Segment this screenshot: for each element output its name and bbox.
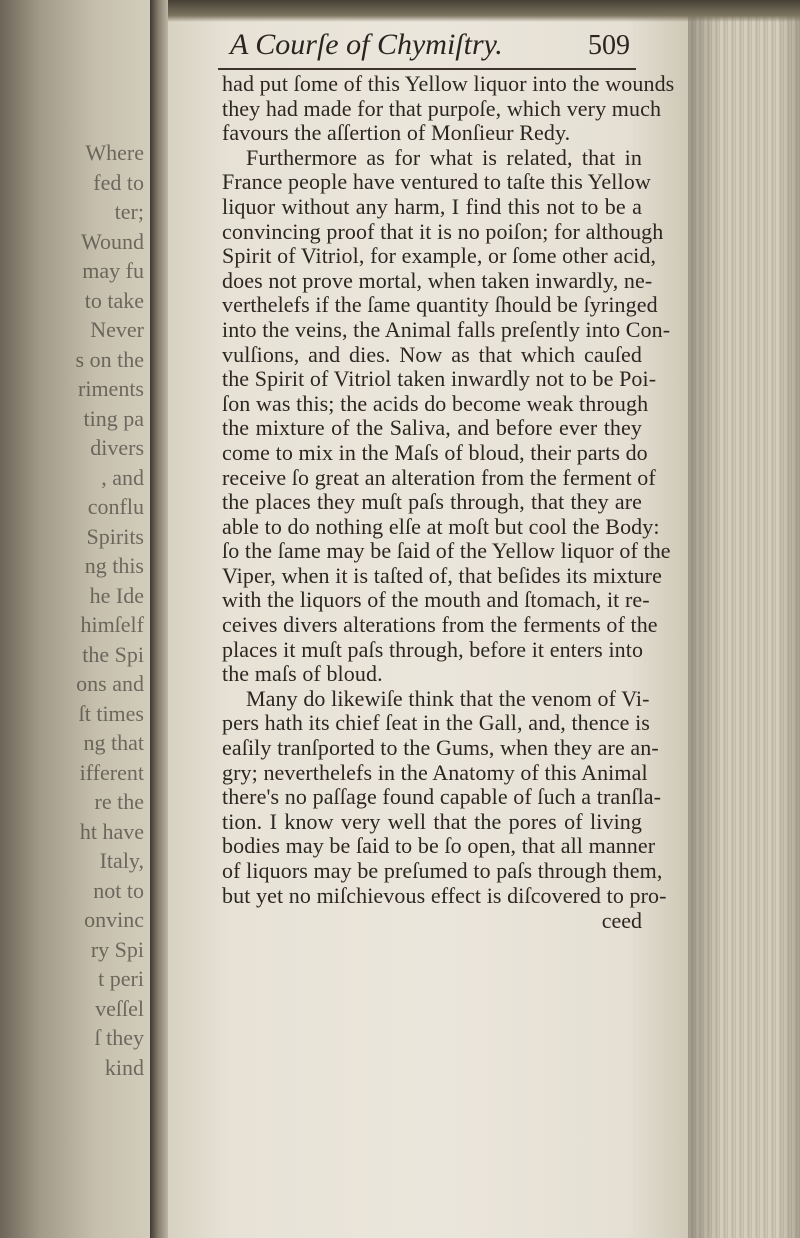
facing-page-line: Never [90, 317, 144, 342]
text-line: Spirit of Vitriol, for example, or ſome other acid, [222, 243, 657, 269]
text-line: the Spirit of Vitriol taken inwardly not to be Poi- [222, 366, 657, 392]
text-line: verthelefs if the ſame quantity ſhould be ſyringed [222, 292, 658, 318]
book-gutter [150, 0, 170, 1238]
page-header [230, 22, 630, 68]
facing-page-line: not to [93, 877, 144, 903]
text-line: of liquors may be preſumed to paſs through them, [222, 858, 663, 883]
text-line: ſo the ſame may be ſaid of the Yellow liquor of the [222, 538, 671, 564]
text-line: the mixture of the Saliva, and before ever they [222, 415, 642, 441]
text-line: does not prove mortal, when taken inwardly, ne- [222, 267, 653, 293]
facing-page-line: t peri [98, 966, 144, 991]
facing-page-line: veſſel [95, 995, 144, 1021]
catchword: ceed [601, 908, 642, 934]
text-line: had put ſome of this Yellow liquor into the wounds [222, 71, 675, 96]
text-line: pers hath its chief ſeat in the Gall, and, thence is [222, 710, 650, 736]
facing-page-line: Wound [80, 228, 144, 254]
facing-page-line: Where [85, 140, 144, 165]
text-line: eaſily tranſported to the Gums, when they are an- [222, 735, 659, 761]
text-line: the places they muſt paſs through, that they are [222, 489, 642, 515]
facing-page-line: he Ide [89, 582, 144, 608]
facing-page-line: s on the [75, 346, 144, 372]
text-line: places it muſt paſs through, before it enters into [222, 636, 644, 662]
text-line: come to mix in the Maſs of bloud, their parts do [222, 439, 648, 465]
text-line: convincing proof that it is no poiſon; for although [222, 218, 664, 244]
body-text [222, 71, 675, 934]
page-edges-shade [688, 0, 800, 1238]
text-line: but yet no miſchievous effect is diſcovered to pro- [222, 882, 667, 908]
facing-page-line: re the [94, 789, 144, 814]
facing-page-line: ſ they [94, 1025, 144, 1050]
facing-page-line: ons and [76, 671, 144, 696]
text-line: tion. I know very well that the pores of living [222, 808, 642, 834]
facing-page-line: ng that [83, 730, 144, 755]
facing-page-line: fed to [93, 169, 144, 195]
text-line: into the veins, the Animal falls preſently into Con- [222, 316, 671, 342]
text-line: Viper, when it is taſted of, that beſides its mixture [222, 562, 662, 588]
text-line: gry; neverthelefs in the Anatomy of this Animal [222, 759, 648, 785]
facing-page-line: ifferent [79, 759, 144, 785]
text-line: ceives divers alterations from the ferments of the [222, 612, 658, 638]
text-line: Many do likewiſe think that the venom of Vi- [246, 685, 650, 711]
text-line: vulſions, and dies. Now as that which cauſed [222, 341, 642, 367]
facing-page-line: riments [78, 376, 144, 401]
text-line: they had made for that purpoſe, which very much [222, 95, 662, 121]
text-line: ſon was this; the acids do become weak through [222, 390, 649, 416]
running-title: A Courſe of Chymiſtry. [230, 28, 503, 61]
page-number: 509 [588, 30, 630, 61]
text-line: Furthermore as for what is related, that in [246, 144, 642, 170]
facing-page-line: divers [90, 435, 144, 460]
facing-page-line: ng this [84, 553, 144, 578]
text-line: France people have ventured to taſte this Yellow [222, 169, 651, 195]
text-line: favours the aſſertion of Monſieur Redy. [222, 120, 571, 146]
text-line: there's no paſſage found capable of ſuch a tranſla- [222, 784, 662, 810]
facing-page-line: ht have [79, 818, 144, 844]
facing-page-line: ry Spi [90, 936, 144, 962]
facing-page-line: Italy, [99, 848, 144, 873]
top-shadow [168, 0, 800, 22]
facing-page-line: Spirits [86, 523, 144, 549]
facing-page-line: onvinc [84, 907, 144, 932]
text-line: the maſs of bloud. [222, 661, 383, 687]
text-line: bodies may be ſaid to be ſo open, that all manner [222, 833, 656, 859]
facing-page-line: to take [84, 287, 144, 313]
text-line: with the liquors of the mouth and ſtomach, it re- [222, 587, 650, 613]
text-line: able to do nothing elſe at moſt but cool the Body: [222, 513, 660, 539]
facing-page-line: himſelf [80, 612, 144, 637]
facing-page-line: the Spi [82, 641, 144, 667]
facing-page-line: conflu [87, 494, 144, 519]
header-rule [218, 68, 636, 70]
facing-page-line: may fu [82, 258, 144, 283]
text-line: receive ſo great an alteration from the ferment of [222, 464, 656, 490]
facing-page-fragment [0, 0, 150, 1238]
facing-page-line: ſt times [78, 700, 144, 726]
facing-page-line: , and [101, 464, 144, 490]
facing-page-line: kind [104, 1054, 144, 1080]
facing-page-line: ting pa [83, 405, 144, 431]
facing-page-line: ter; [114, 199, 144, 224]
text-line: liquor without any harm, I find this not to be a [222, 193, 642, 219]
